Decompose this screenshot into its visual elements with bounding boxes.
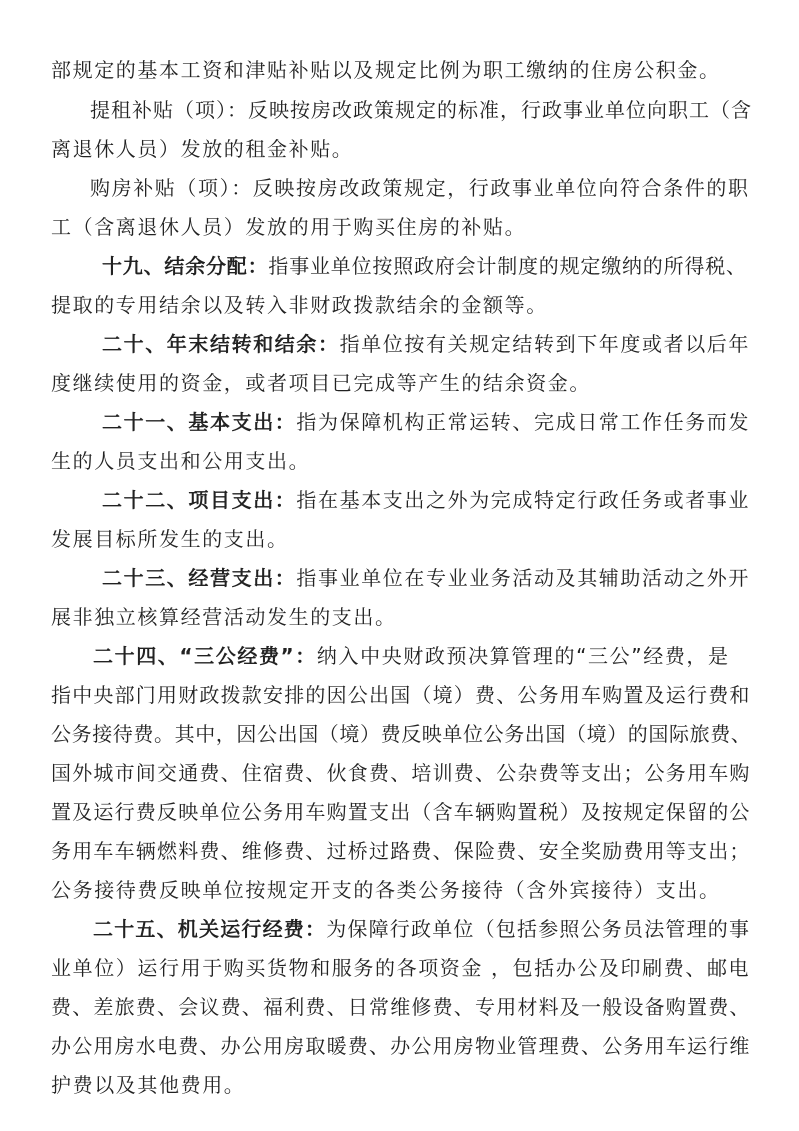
text-line: 部规定的基本工资和津贴补贴以及规定比例为职工缴纳的住房公积金。: [51, 58, 721, 82]
text-line: 展非独立核算经营活动发生的支出。: [51, 605, 397, 629]
definition-term: 二十五、机关运行经费：: [93, 917, 327, 941]
definition-term: 二十一、基本支出：: [102, 410, 297, 434]
text-line: [102, 561, 750, 595]
text-line: 度继续使用的资金，或者项目已完成等产生的结余资金。: [51, 371, 591, 395]
definition-text: 为保障行政单位（包括参照公务员法管理的事: [326, 917, 751, 941]
text-line: 费、差旅费、会议费、福利费、日常维修费、专用材料及一般设备购置费、: [51, 995, 751, 1019]
text-line: 业单位）运行用于购买货物和服务的各项资金 ，包括办公及印刷费、邮电: [51, 956, 751, 980]
definition-term: 二十、年末结转和结余：: [102, 332, 340, 356]
definition-term: 二十三、经营支出：: [102, 566, 297, 590]
definition-term: 十九、结余分配：: [102, 254, 269, 278]
definition-term: 二十四、“三公经费”：: [93, 644, 317, 668]
definition-text: 指在基本支出之外为完成特定行政任务或者事业: [296, 488, 751, 512]
text-line: 国外城市间交通费、住宿费、伙食费、培训费、公杂费等支出；公务用车购: [51, 761, 751, 785]
definition-text: 指事业单位按照政府会计制度的规定缴纳的所得税、: [268, 254, 747, 278]
text-line: 离退休人员）发放的租金补贴。: [51, 137, 354, 161]
text-line: 办公用房水电费、办公用房取暖费、办公用房物业管理费、公务用车运行维: [51, 1034, 751, 1058]
text-line: 公务接待费。其中，因公出国（境）费反映单位公务出国（境）的国际旅费、: [51, 722, 752, 746]
text-line: 发展目标所发生的支出。: [51, 527, 289, 551]
text-line: 置及运行费反映单位公务用车购置支出（含车辆购置税）及按规定保留的公: [51, 800, 751, 824]
text-line: 公务接待费反映单位按规定开支的各类公务接待（含外宾接待）支出。: [51, 878, 721, 902]
text-line: 务用车车辆燃料费、维修费、过桥过路费、保险费、安全奖励费用等支出；: [51, 839, 751, 863]
text-line: [102, 405, 750, 439]
text-line: 护费以及其他费用。: [51, 1073, 246, 1097]
definition-term: 二十二、项目支出：: [102, 488, 297, 512]
text-line: [102, 483, 750, 517]
text-line: 提租补贴（项）：反映按房改政策规定的标准，行政事业单位向职工（含: [90, 98, 752, 122]
text-line: [102, 327, 750, 361]
definition-text: 指为保障机构正常运转、完成日常工作任务而发: [296, 410, 751, 434]
text-line: [93, 912, 750, 946]
text-line: 指中央部门用财政拨款安排的因公出国（境）费、公务用车购置及运行费和: [51, 683, 751, 707]
text-line: 购房补贴（项）：反映按房改政策规定，行政事业单位向符合条件的职: [90, 176, 750, 200]
text-line: 工（含离退休人员）发放的用于购买住房的补贴。: [51, 215, 527, 239]
definition-text: 指事业单位在专业业务活动及其辅助活动之外开: [296, 566, 751, 590]
text-line: [102, 249, 747, 283]
definition-text: 指单位按有关规定结转到下年度或者以后年: [339, 332, 751, 356]
text-line: [93, 639, 730, 673]
definition-text: 纳入中央财政预决算管理的“三公”经费，是: [316, 644, 730, 668]
text-line: 提取的专用结余以及转入非财政拨款结余的金额等。: [51, 293, 548, 317]
text-line: 生的人员支出和公用支出。: [51, 449, 311, 473]
